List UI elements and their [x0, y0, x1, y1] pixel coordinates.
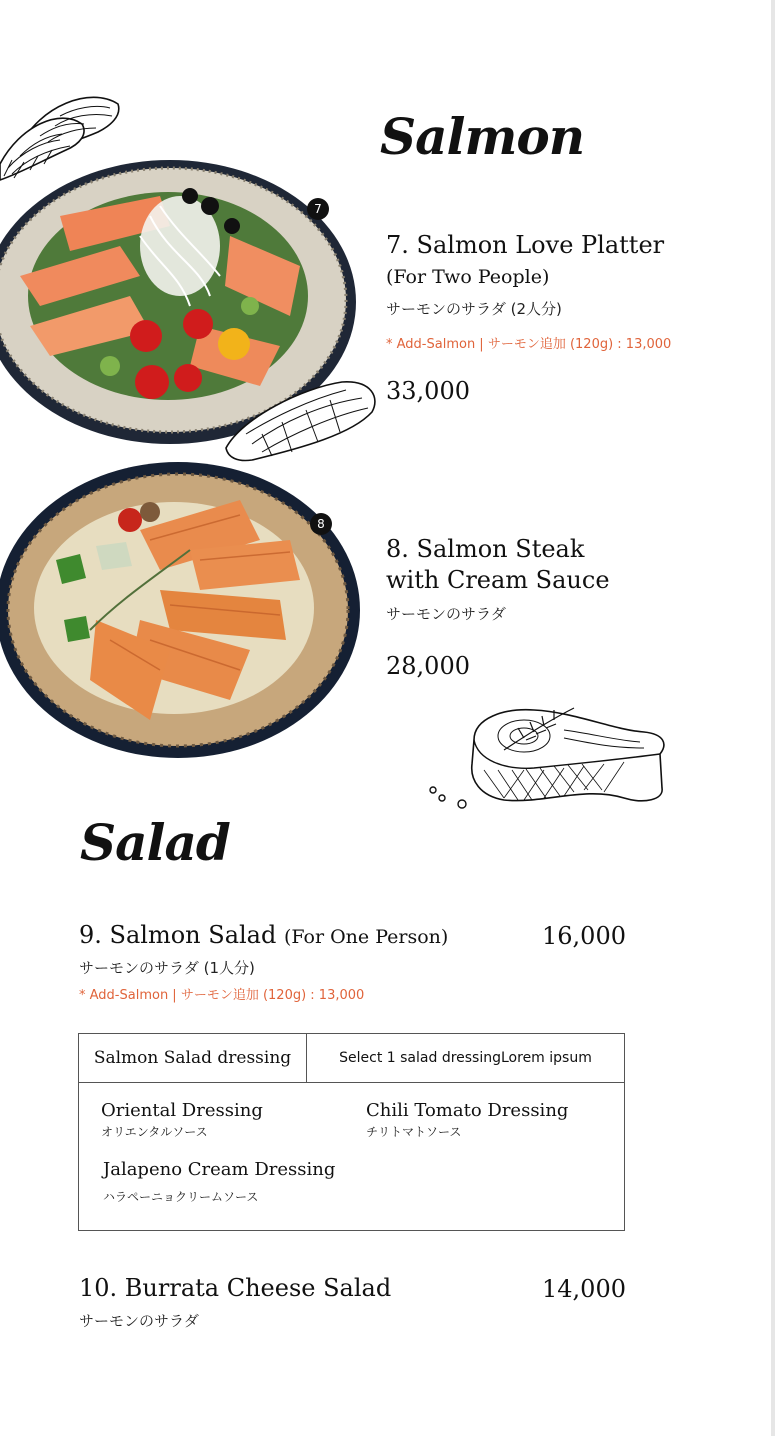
section-title-salad: Salad [80, 813, 230, 872]
dressing-option-jp: チリトマトソース [366, 1125, 462, 1139]
dressing-option-name: Oriental Dressing [101, 1100, 263, 1121]
item-name-7: 7. Salmon Love Platter [386, 231, 665, 259]
item-name-9-main: 9. Salmon Salad [79, 921, 277, 949]
dressing-option [103, 1158, 335, 1206]
dressing-table [78, 1033, 625, 1231]
item-name-8-line2: with Cream Sauce [386, 566, 610, 594]
item-name-9 [79, 919, 448, 953]
item-addon-9: * Add-Salmon | サーモン追加 (120g) : 13,000 [79, 988, 365, 1003]
item-name-10: 10. Burrata Cheese Salad [79, 1274, 392, 1302]
item-jp-7: サーモンのサラダ (2人分) [386, 300, 562, 318]
item-addon-7: * Add-Salmon | サーモン追加 (120g) : 13,000 [386, 337, 672, 352]
item-price-7: 33,000 [386, 377, 470, 405]
dressing-option [101, 1099, 263, 1141]
dressing-note: Select 1 salad dressingLorem ipsum [339, 1050, 592, 1066]
item-jp-8: サーモンのサラダ [386, 605, 506, 623]
dressing-label: Salmon Salad dressing [79, 1034, 307, 1082]
salmon-fillet-sketch-icon [222, 378, 382, 464]
item-sub-7: (For Two People) [386, 266, 550, 288]
dressing-option-jp: ハラペーニョクリームソース [103, 1190, 259, 1204]
item-sub-9: (For One Person) [283, 926, 449, 948]
item-price-9: 16,000 [542, 922, 626, 950]
item-name-8-line1: 8. Salmon Steak [386, 535, 585, 563]
item-number-badge-8: 8 [310, 513, 332, 535]
bubbles-icon [428, 784, 472, 812]
dressing-option-name: Chili Tomato Dressing [366, 1100, 569, 1121]
item-number-badge-7: 7 [307, 198, 329, 220]
item-jp-10: サーモンのサラダ [79, 1312, 199, 1330]
item-jp-9: サーモンのサラダ (1人分) [79, 959, 255, 977]
item-price-10: 14,000 [542, 1275, 626, 1303]
salmon-steak-sketch-icon [464, 700, 670, 812]
dressing-option-jp: オリエンタルソース [101, 1125, 208, 1139]
dressing-option [366, 1099, 568, 1141]
page-edge [771, 0, 775, 1436]
dressing-option-name: Jalapeno Cream Dressing [103, 1159, 336, 1180]
section-title-salmon: Salmon [380, 107, 585, 166]
salmon-steak-photo [0, 460, 362, 760]
item-price-8: 28,000 [386, 652, 470, 680]
dressing-table-header [79, 1034, 624, 1083]
